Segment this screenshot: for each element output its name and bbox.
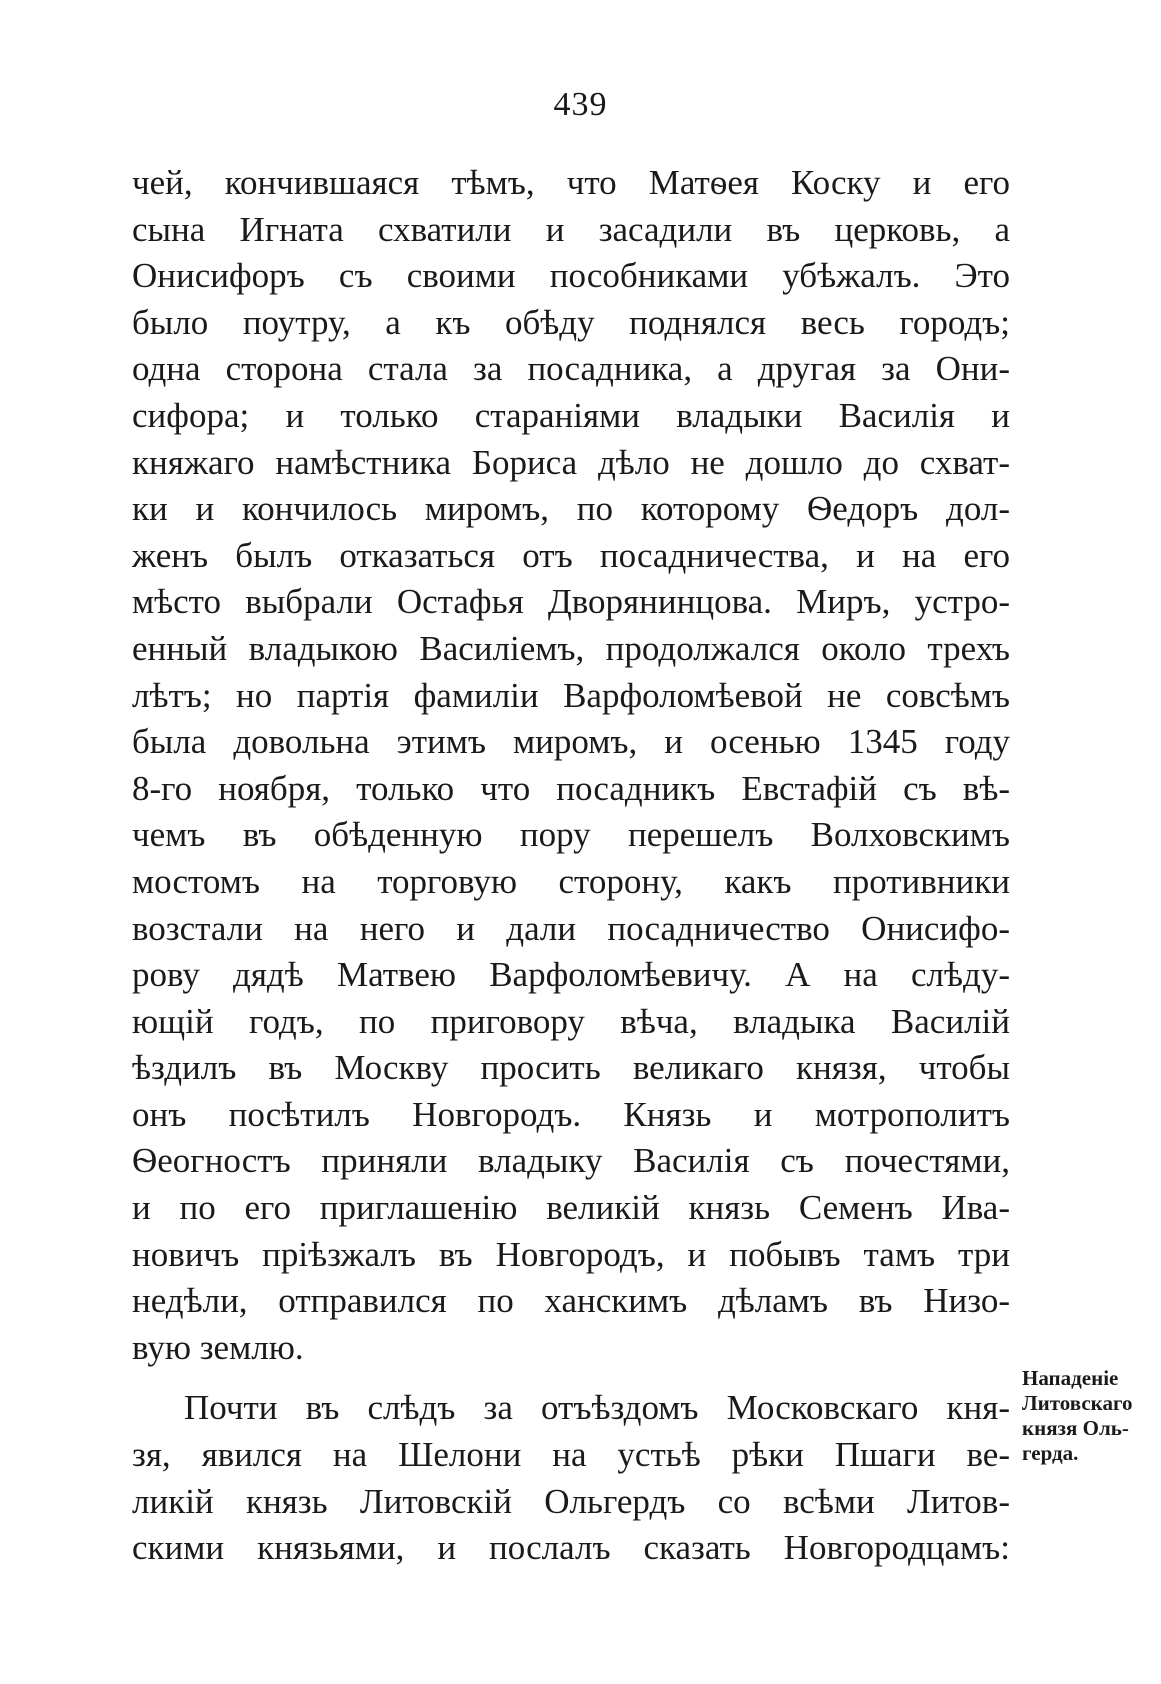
text-line: сына Игната схватили и засадили въ церковь, а xyxy=(132,209,1010,249)
text-line: возстали на него и дали посадничество Онисифо- xyxy=(132,908,1010,948)
marginal-note-line: князя Оль- xyxy=(1022,1416,1129,1440)
text-line: рову дядѣ Матвею Варфоломѣевичу. А на слѣду- xyxy=(132,955,1010,995)
marginal-note-line: Литовскаго xyxy=(1022,1391,1133,1415)
text-line: лѣтъ; но партія фамиліи Варфоломѣевой не совсѣмъ xyxy=(132,675,1010,715)
text-line: Почти въ слѣдъ за отъѣздомъ Московскаго кня- xyxy=(184,1388,1010,1428)
text-line: ки и кончилось миромъ, по которому Ѳедоръ дол- xyxy=(132,489,1010,529)
text-line: ѣздилъ въ Москву просить великаго князя, чтобы xyxy=(132,1048,1010,1088)
text-line: зя, явился на Шелони на устьѣ рѣки Пшаги ве- xyxy=(132,1435,1010,1475)
text-line: было поутру, а къ обѣду поднялся весь городъ; xyxy=(132,302,1010,342)
text-line: одна сторона стала за посадника, а другая за Они- xyxy=(132,349,1010,389)
marginal-note-line: герда. xyxy=(1022,1441,1079,1465)
text-line: 8-го ноября, только что посадникъ Евстафій съ вѣ- xyxy=(132,768,1010,808)
marginal-note xyxy=(1022,1366,1161,1466)
text-line: чемъ въ обѣденную пору перешелъ Волховскимъ xyxy=(132,815,1010,855)
paragraph-2 xyxy=(132,1385,1010,1571)
text-line: вую землю. xyxy=(132,1327,304,1367)
text-line: скими князьями, и послалъ сказать Новгородцамъ: xyxy=(132,1528,1010,1568)
text-line: и по его приглашенію великій князь Семенъ Ива- xyxy=(132,1188,1010,1228)
text-line: онъ посѣтилъ Новгородъ. Князь и мотрополитъ xyxy=(132,1094,1010,1134)
text-line: енный владыкою Василіемъ, продолжался около трехъ xyxy=(132,628,1010,668)
text-line: Ѳеогностъ приняли владыку Василія съ почестями, xyxy=(132,1141,1010,1181)
text-line: мѣсто выбрали Остафья Дворянинцова. Миръ, устро- xyxy=(132,582,1010,622)
text-line: Онисифоръ съ своими пособниками убѣжалъ. Это xyxy=(132,256,1010,296)
text-line: чей, кончившаяся тѣмъ, что Матѳея Коску и его xyxy=(132,163,1010,202)
text-line: недѣли, отправился по ханскимъ дѣламъ въ Низо- xyxy=(132,1281,1010,1321)
text-line: княжаго намѣстника Бориса дѣло не дошло до схват- xyxy=(132,442,1010,482)
body-text xyxy=(132,160,1010,1572)
text-line: новичъ пріѣзжалъ въ Новгородъ, и побывъ тамъ три xyxy=(132,1234,1010,1274)
text-line: мостомъ на торговую сторону, какъ противники xyxy=(132,861,1010,901)
text-line: ликій князь Литовскій Ольгердъ со всѣми Литов- xyxy=(132,1481,1010,1521)
paragraph-1 xyxy=(132,160,1010,1371)
marginal-note-line: Нападеніе xyxy=(1022,1366,1119,1390)
page-number: 439 xyxy=(553,86,608,123)
text-line: женъ былъ отказаться отъ посадничества, и на его xyxy=(132,535,1010,575)
text-line: ющій годъ, по приговору вѣча, владыка Василій xyxy=(132,1001,1010,1041)
text-line: была довольна этимъ миромъ, и осенью 1345 году xyxy=(132,722,1010,762)
text-line: сифора; и только стараніями владыки Василія и xyxy=(132,395,1010,435)
